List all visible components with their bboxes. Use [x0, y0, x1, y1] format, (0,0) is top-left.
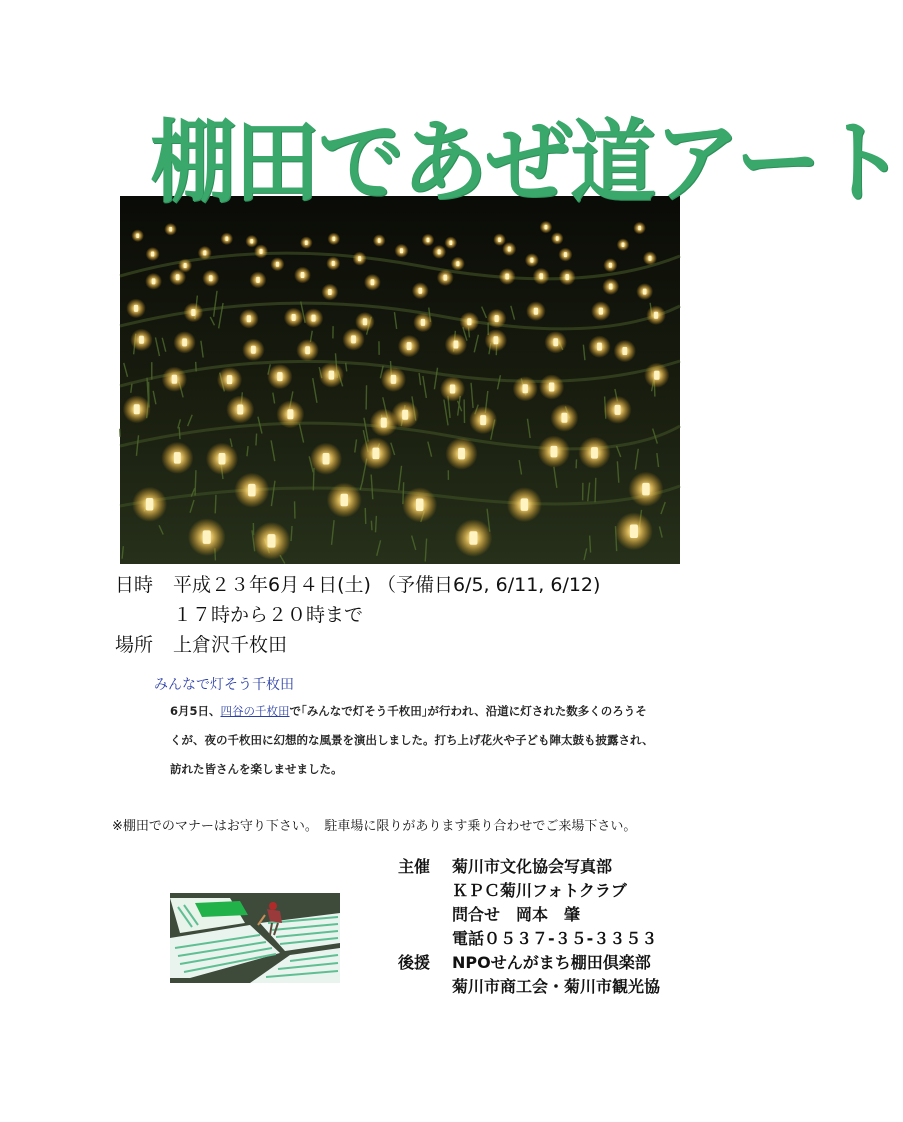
- candle-rice-terrace-photo: [120, 196, 680, 564]
- candle: [203, 530, 211, 544]
- organizer-label: 主催: [398, 857, 431, 876]
- candle: [292, 314, 296, 321]
- candle: [418, 288, 422, 294]
- article-line-3: 訪れた皆さんを楽しませました。: [170, 762, 343, 776]
- candle: [443, 275, 447, 281]
- candle: [209, 275, 213, 281]
- grass-blade: [256, 434, 257, 446]
- candle: [609, 284, 613, 290]
- candle: [250, 239, 253, 244]
- article-title: みんなで灯そう千枚田: [154, 677, 294, 693]
- support-1: NPOせんがまち棚田倶楽部: [452, 953, 651, 972]
- candle: [458, 448, 465, 460]
- candle: [332, 261, 335, 266]
- candle: [248, 484, 256, 497]
- organizer-1: 菊川市文化協会写真部: [452, 857, 613, 876]
- grass-blade: [371, 521, 372, 531]
- grass-blade: [595, 478, 596, 502]
- phone: 電話０５３７-３５-３３５３: [452, 929, 658, 948]
- candle: [402, 410, 408, 420]
- candle: [534, 308, 538, 315]
- poster-title: 棚田であぜ道アート: [150, 110, 903, 216]
- candle: [556, 236, 559, 241]
- candle: [564, 252, 567, 257]
- candle: [438, 249, 441, 254]
- article-line-1-pre: 6月5日、: [170, 704, 221, 718]
- candle: [146, 498, 154, 511]
- candle: [654, 371, 659, 380]
- event-date-row: [115, 570, 600, 600]
- candle: [174, 452, 181, 464]
- candle: [256, 277, 260, 283]
- candle: [247, 315, 251, 322]
- candle: [622, 347, 627, 355]
- candle: [495, 315, 499, 322]
- candle: [469, 531, 477, 545]
- candle: [351, 335, 356, 343]
- contact: 問合せ 岡本 肇: [452, 905, 581, 924]
- candle: [642, 483, 650, 496]
- candle: [427, 238, 430, 243]
- candle: [550, 446, 557, 458]
- candle: [251, 346, 256, 354]
- candle: [276, 262, 279, 267]
- time-value: １７時から２０時まで: [173, 604, 364, 626]
- candle: [553, 338, 558, 346]
- candle: [523, 384, 528, 393]
- candle: [391, 375, 396, 384]
- grass-blade: [590, 536, 591, 553]
- candle: [400, 248, 403, 253]
- candle: [450, 384, 455, 393]
- candle: [416, 499, 424, 512]
- candle: [654, 312, 658, 319]
- place-value: 上倉沢千枚田: [173, 634, 288, 656]
- candle: [305, 346, 310, 354]
- candle: [648, 256, 651, 261]
- candle: [305, 240, 308, 245]
- candle: [301, 272, 305, 278]
- candle: [134, 404, 140, 414]
- candle: [456, 261, 459, 266]
- grass-blade: [215, 495, 216, 514]
- candle: [622, 242, 625, 247]
- candle: [182, 338, 187, 346]
- article-line-1-post: で｢みんなで灯そう千枚田｣が行われ、沿道に灯された数多くのろうそ: [289, 704, 647, 718]
- candle: [227, 375, 232, 384]
- candle: [363, 318, 367, 325]
- candle: [328, 289, 332, 295]
- candle: [267, 534, 275, 548]
- event-time-row: [173, 600, 363, 630]
- candle: [539, 273, 543, 279]
- rice-planting-illustration: [170, 893, 340, 983]
- candle: [378, 238, 381, 243]
- candle: [169, 227, 172, 232]
- candle: [329, 371, 334, 380]
- candle: [565, 274, 569, 280]
- article-line-1: [170, 704, 700, 718]
- candle: [643, 289, 647, 295]
- candle: [277, 372, 282, 381]
- candle: [407, 342, 412, 350]
- article-line-2: くが、夜の千枚田に幻想的な風景を演出しました。打ち上げ花火や子ども陣太鼓も披露され、: [170, 733, 654, 747]
- candle: [449, 240, 452, 245]
- candle: [508, 247, 511, 252]
- candle: [203, 250, 206, 255]
- candle: [467, 318, 471, 325]
- candle: [381, 418, 387, 428]
- candle: [136, 233, 139, 238]
- candle: [609, 263, 612, 268]
- candle: [372, 448, 379, 460]
- date-label: 日時: [115, 574, 154, 596]
- candle: [176, 274, 180, 280]
- place-label: 場所: [115, 634, 154, 656]
- yotsuya-senmaida-link[interactable]: 四谷の千枚田: [220, 704, 290, 718]
- notice-text: ※棚田でのマナーはお守り下さい。 駐車場に限りがあります乗り合わせでご来場下さい。: [112, 819, 637, 834]
- credits-block: [398, 855, 660, 999]
- support-2: 菊川市商工会・菊川市観光協: [452, 977, 661, 996]
- candle: [172, 375, 177, 384]
- organizer-2: ＫＰＣ菊川フォトクラブ: [452, 881, 627, 900]
- candle: [521, 498, 529, 511]
- candle: [225, 237, 228, 242]
- candle: [323, 453, 330, 465]
- candle: [561, 413, 567, 423]
- candle: [480, 415, 486, 425]
- grass-blade: [291, 526, 292, 541]
- candle: [311, 315, 315, 322]
- candle: [260, 249, 263, 254]
- candle: [630, 525, 638, 539]
- candle: [139, 336, 144, 344]
- candle: [219, 453, 226, 465]
- support-label: 後援: [398, 953, 431, 972]
- candle: [184, 263, 187, 268]
- grass-blade: [376, 516, 377, 532]
- candle: [597, 343, 602, 351]
- candle: [498, 237, 501, 242]
- candle: [615, 405, 621, 415]
- candle: [152, 278, 156, 284]
- candle: [454, 341, 459, 349]
- candle: [591, 447, 598, 459]
- candle: [530, 258, 533, 263]
- candle: [358, 256, 361, 261]
- candle: [549, 382, 554, 391]
- candle: [332, 237, 335, 242]
- candle: [638, 226, 641, 231]
- grass-blade: [179, 427, 180, 439]
- candle: [505, 273, 509, 279]
- event-place-row: [115, 630, 287, 660]
- candle: [341, 494, 349, 507]
- candle: [134, 305, 138, 312]
- candle: [237, 404, 243, 414]
- candle: [191, 309, 195, 316]
- candle: [371, 279, 375, 285]
- candle: [599, 308, 603, 315]
- candle: [287, 409, 293, 419]
- candle: [151, 252, 154, 257]
- date-value: 平成２３年6月４日(土) （予備日6/5, 6/11, 6/12): [173, 574, 601, 596]
- grass-blade: [195, 470, 196, 495]
- grass-blade: [313, 468, 314, 491]
- candle: [421, 319, 425, 326]
- candle: [493, 336, 498, 344]
